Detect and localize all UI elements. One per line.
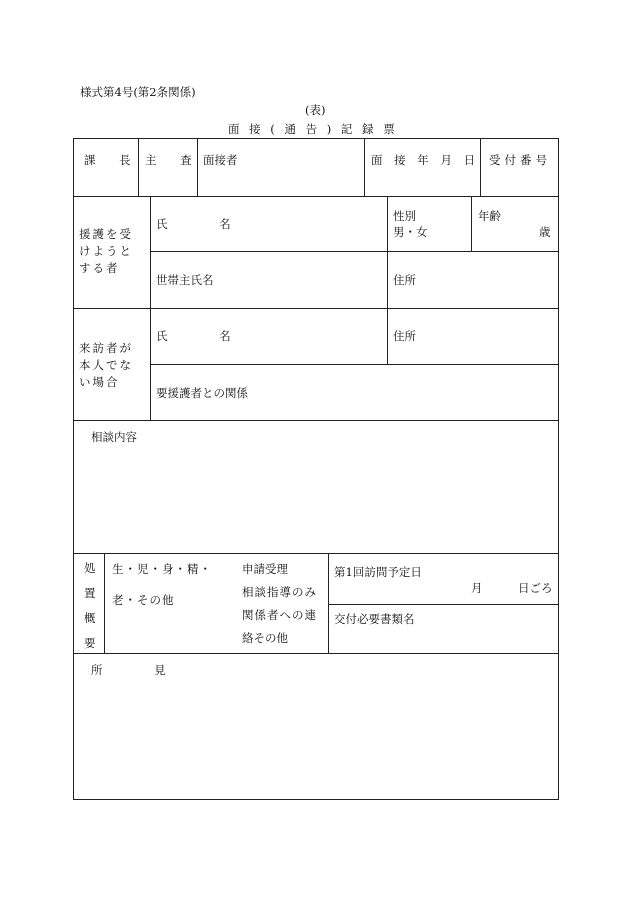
visit-month-label: 月 [471, 581, 483, 595]
side-label: (表) [305, 103, 326, 117]
divider [73, 196, 559, 197]
visitor-name-label: 氏 名 [156, 329, 255, 343]
opinion-label: 所 見 [91, 663, 190, 677]
action-guidance-only: 相談指導のみ [242, 585, 317, 599]
divider [150, 364, 559, 365]
disposition-label-4: 要 [84, 636, 96, 650]
visitor-address-label: 住所 [393, 329, 416, 343]
divider [73, 420, 559, 421]
interviewer-label: 面接者 [203, 153, 238, 167]
divider [73, 308, 559, 309]
disposition-label-1: 処 [84, 561, 96, 575]
applicant-address-label: 住所 [393, 273, 416, 287]
categories-line-2: 老・その他 [112, 593, 175, 607]
kacho-label: 課 長 [84, 153, 141, 167]
categories-line-1: 生・児・身・精・ [112, 562, 212, 576]
reception-number-label: 受付番号 [489, 153, 551, 167]
age-label: 年齢 [478, 209, 501, 223]
gender-label: 性別 [393, 209, 416, 223]
documents-label: 交付必要書類名 [334, 612, 415, 626]
disposition-label-2: 置 [84, 586, 96, 600]
divider [73, 553, 559, 554]
divider [387, 196, 388, 308]
divider [364, 138, 365, 196]
divider [480, 138, 481, 196]
divider [150, 196, 151, 420]
disposition-label-3: 概 [84, 611, 96, 625]
action-application-accepted: 申請受理 [242, 562, 288, 576]
visit-day-label: 日ごろ [518, 581, 553, 595]
household-head-label: 世帯主氏名 [156, 273, 214, 287]
action-contact-line-2: 絡その他 [242, 631, 288, 645]
visit-date-label: 第1回訪問予定日 [334, 565, 422, 579]
visitor-section-label: 来訪者が本人でない場合 [79, 341, 133, 389]
divider [328, 604, 559, 605]
divider [471, 196, 472, 251]
gender-options: 男・女 [393, 225, 428, 239]
divider [328, 553, 329, 653]
age-unit: 歳 [539, 225, 551, 239]
divider [387, 308, 388, 364]
shusa-label: 主 査 [145, 153, 202, 167]
applicant-name-label: 氏 名 [156, 217, 255, 231]
relation-label: 要援護者との関係 [156, 386, 248, 400]
divider [150, 251, 559, 252]
interview-date-label: 面 接 年 月 日 [371, 153, 480, 167]
form-title: 面 接 ( 通 告 ) 記 録 票 [228, 122, 398, 136]
divider [73, 653, 559, 654]
action-contact-line-1: 関係者への連 [242, 608, 317, 622]
applicant-section-label: 援護を受けようとする者 [79, 227, 133, 275]
form-outer-border [73, 138, 559, 800]
consultation-label: 相談内容 [91, 430, 137, 444]
divider [104, 553, 105, 653]
form-number: 様式第4号(第2条関係) [80, 85, 196, 99]
